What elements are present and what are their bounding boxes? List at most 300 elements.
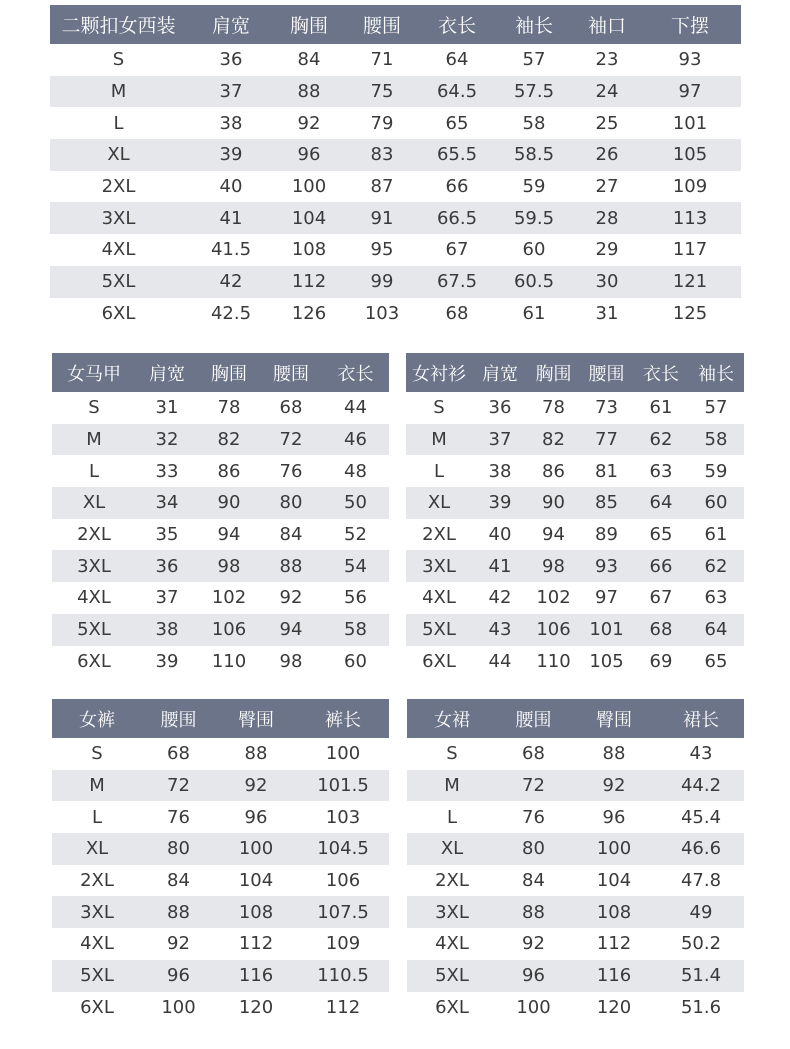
table-row	[52, 392, 389, 424]
measurement-cell: 94	[260, 614, 322, 646]
size-label-cell: 5XL	[406, 614, 472, 646]
measurement-cell: 81	[595, 460, 618, 482]
measurement-cell: 88	[244, 743, 268, 765]
measurement-cell: 92	[570, 770, 658, 802]
measurement-cell: 60.5	[493, 266, 575, 298]
measurement-cell: 72	[142, 770, 215, 802]
measurement-cell: 103	[364, 302, 400, 324]
table-title-cell: 二颗扣女西装	[50, 5, 187, 44]
size-label-cell: 5XL	[407, 960, 497, 992]
measurement-cell: 66	[634, 550, 688, 582]
column-header: 衣长	[322, 353, 389, 392]
measurement-cell: 102	[211, 587, 247, 609]
measurement-cell: 68	[445, 302, 469, 324]
table-body	[406, 392, 744, 677]
size-label-cell: L	[113, 112, 124, 134]
table-row	[406, 487, 744, 519]
measurement-cell: 109	[325, 933, 361, 955]
measurement-cell: 23	[595, 49, 619, 71]
measurement-cell: 126	[291, 302, 327, 324]
measurement-cell: 37	[472, 424, 528, 456]
size-label-cell: 2XL	[80, 870, 114, 892]
measurement-cell: 58	[522, 112, 546, 134]
size-label-cell: L	[446, 806, 458, 828]
measurement-cell: 96	[602, 806, 626, 828]
measurement-cell: 62	[634, 424, 688, 456]
measurement-cell: 120	[596, 996, 632, 1018]
size-label-cell: M	[52, 770, 142, 802]
column-header: 腰围	[343, 5, 421, 44]
measurement-cell: 94	[217, 524, 241, 546]
size-label-cell: M	[50, 76, 187, 108]
measurement-cell: 62	[688, 550, 744, 582]
measurement-cell: 68	[634, 614, 688, 646]
measurement-cell: 65	[704, 650, 728, 672]
measurement-cell: 37	[155, 587, 179, 609]
measurement-cell: 50.2	[680, 933, 722, 955]
measurement-cell: 60	[688, 487, 744, 519]
measurement-cell: 110	[211, 650, 247, 672]
measurement-cell: 89	[595, 524, 618, 546]
table-row	[407, 896, 744, 928]
size-label-cell: 5XL	[50, 266, 187, 298]
pants-size-table	[52, 699, 389, 1023]
measurement-cell: 35	[155, 524, 179, 546]
measurement-cell: 99	[343, 266, 421, 298]
measurement-cell: 32	[136, 424, 198, 456]
measurement-cell: 42	[488, 587, 512, 609]
size-label-cell: 4XL	[101, 239, 136, 261]
measurement-cell: 112	[325, 996, 361, 1018]
size-label-cell: 3XL	[407, 896, 497, 928]
measurement-cell: 30	[575, 266, 639, 298]
measurement-cell: 36	[136, 550, 198, 582]
measurement-cell: 43	[689, 743, 713, 765]
measurement-cell: 58.5	[493, 139, 575, 171]
measurement-cell: 96	[142, 960, 215, 992]
measurement-cell: 34	[136, 487, 198, 519]
measurement-cell: 104	[596, 870, 632, 892]
measurement-cell: 90	[198, 487, 260, 519]
measurement-cell: 68	[167, 743, 190, 765]
measurement-cell: 24	[575, 76, 639, 108]
measurement-cell: 47.8	[680, 870, 722, 892]
measurement-cell: 88	[602, 743, 626, 765]
measurement-cell: 106	[198, 614, 260, 646]
table-row	[52, 770, 389, 802]
table-title-cell: 女衬衫	[406, 353, 472, 392]
measurement-cell: 109	[672, 176, 708, 198]
measurement-cell: 103	[325, 806, 361, 828]
measurement-cell: 52	[344, 524, 367, 546]
measurement-cell: 92	[522, 933, 545, 955]
measurement-cell: 104.5	[297, 833, 389, 865]
measurement-cell: 65	[445, 112, 469, 134]
measurement-cell: 82	[198, 424, 260, 456]
measurement-cell: 80	[497, 833, 570, 865]
size-label-cell: S	[88, 397, 100, 419]
table-row	[50, 266, 741, 298]
column-header: 腰围	[142, 699, 215, 738]
column-header: 胸围	[275, 5, 343, 44]
size-label-cell: L	[91, 806, 103, 828]
measurement-cell: 125	[672, 302, 708, 324]
table-row	[50, 234, 741, 266]
column-header: 胸围	[198, 353, 260, 392]
measurement-cell: 106	[528, 614, 579, 646]
measurement-cell: 57	[522, 49, 546, 71]
column-header: 胸围	[528, 353, 579, 392]
table-row	[52, 833, 389, 865]
header-row	[50, 5, 741, 44]
table-row	[52, 646, 389, 678]
table-row	[52, 455, 389, 487]
table-body	[52, 392, 389, 677]
measurement-cell: 84	[167, 870, 190, 892]
shirt-size-table	[406, 353, 744, 677]
measurement-cell: 117	[672, 239, 708, 261]
measurement-cell: 41	[187, 202, 275, 234]
measurement-cell: 27	[595, 176, 619, 198]
size-label-cell: 5XL	[52, 614, 136, 646]
measurement-cell: 44	[488, 650, 512, 672]
measurement-cell: 40	[488, 524, 512, 546]
measurement-cell: 25	[595, 112, 619, 134]
measurement-cell: 100	[215, 833, 297, 865]
measurement-cell: 104	[238, 870, 274, 892]
size-label-cell: L	[88, 460, 100, 482]
measurement-cell: 48	[344, 460, 367, 482]
measurement-cell: 80	[142, 833, 215, 865]
size-label-cell: 4XL	[435, 933, 469, 955]
size-label-cell: 6XL	[422, 650, 456, 672]
table-row	[50, 107, 741, 139]
table-row	[50, 139, 741, 171]
table-row	[406, 392, 744, 424]
table-row	[406, 646, 744, 678]
measurement-cell: 105	[639, 139, 741, 171]
measurement-cell: 101.5	[297, 770, 389, 802]
measurement-cell: 97	[639, 76, 741, 108]
table-row	[406, 424, 744, 456]
measurement-cell: 39	[155, 650, 179, 672]
measurement-cell: 78	[542, 397, 565, 419]
size-label-cell: 3XL	[406, 550, 472, 582]
size-label-cell: S	[91, 743, 103, 765]
table-row	[407, 960, 744, 992]
measurement-cell: 39	[472, 487, 528, 519]
column-header: 衣长	[634, 353, 688, 392]
measurement-cell: 85	[579, 487, 634, 519]
measurement-cell: 38	[488, 460, 512, 482]
measurement-cell: 64	[445, 49, 469, 71]
table-row	[52, 896, 389, 928]
column-header: 裙长	[658, 699, 744, 738]
measurement-cell: 93	[678, 49, 702, 71]
table-title-cell: 女马甲	[52, 353, 136, 392]
size-label-cell: 4XL	[422, 587, 456, 609]
measurement-cell: 98	[279, 650, 303, 672]
table-row	[52, 960, 389, 992]
measurement-cell: 105	[589, 650, 624, 672]
size-label-cell: 6XL	[80, 996, 114, 1018]
measurement-cell: 86	[542, 460, 565, 482]
measurement-cell: 80	[260, 487, 322, 519]
header-row	[52, 699, 389, 738]
measurement-cell: 120	[238, 996, 274, 1018]
measurement-cell: 83	[343, 139, 421, 171]
measurement-cell: 65	[649, 524, 673, 546]
measurement-cell: 33	[155, 460, 179, 482]
table-row	[52, 487, 389, 519]
measurement-cell: 64.5	[421, 76, 493, 108]
size-label-cell: 6XL	[435, 996, 469, 1018]
table-header	[52, 699, 389, 738]
measurement-cell: 98	[198, 550, 260, 582]
table-title-cell: 女裤	[52, 699, 142, 738]
measurement-cell: 92	[215, 770, 297, 802]
measurement-cell: 57.5	[493, 76, 575, 108]
measurement-cell: 36	[219, 49, 243, 71]
table-row	[407, 801, 744, 833]
column-header: 肩宽	[136, 353, 198, 392]
table-row	[52, 992, 389, 1024]
measurement-cell: 61	[704, 524, 728, 546]
measurement-cell: 92	[279, 587, 303, 609]
measurement-cell: 38	[219, 112, 243, 134]
measurement-cell: 49	[658, 896, 744, 928]
column-header: 袖口	[575, 5, 639, 44]
measurement-cell: 60	[522, 239, 546, 261]
table-row	[407, 865, 744, 897]
table-body	[50, 44, 741, 329]
measurement-cell: 73	[595, 397, 618, 419]
size-label-cell: L	[433, 460, 445, 482]
measurement-cell: 68	[279, 397, 303, 419]
measurement-cell: 58	[322, 614, 389, 646]
measurement-cell: 42	[187, 266, 275, 298]
measurement-cell: 64	[688, 614, 744, 646]
table-row	[52, 550, 389, 582]
measurement-cell: 72	[497, 770, 570, 802]
measurement-cell: 84	[279, 524, 303, 546]
table-title-cell: 女裙	[407, 699, 497, 738]
column-header: 下摆	[639, 5, 741, 44]
measurement-cell: 78	[217, 397, 241, 419]
table-row	[52, 519, 389, 551]
measurement-cell: 90	[528, 487, 579, 519]
measurement-cell: 108	[291, 239, 327, 261]
measurement-cell: 84	[297, 49, 321, 71]
column-header: 袖长	[688, 353, 744, 392]
measurement-cell: 29	[595, 239, 619, 261]
measurement-cell: 31	[155, 397, 179, 419]
measurement-cell: 100	[516, 996, 551, 1018]
table-header	[406, 353, 744, 392]
size-label-cell: XL	[52, 833, 142, 865]
measurement-cell: 92	[297, 112, 321, 134]
measurement-cell: 60	[344, 650, 367, 672]
measurement-cell: 39	[187, 139, 275, 171]
table-row	[50, 44, 741, 76]
measurement-cell: 104	[275, 202, 343, 234]
measurement-cell: 110	[536, 650, 571, 672]
measurement-cell: 66.5	[421, 202, 493, 234]
column-header: 臀围	[570, 699, 658, 738]
measurement-cell: 68	[522, 743, 545, 765]
measurement-cell: 45.4	[680, 806, 722, 828]
measurement-cell: 59	[704, 460, 728, 482]
measurement-cell: 96	[275, 139, 343, 171]
measurement-cell: 57	[704, 397, 728, 419]
table-row	[406, 519, 744, 551]
measurement-cell: 92	[167, 933, 190, 955]
measurement-cell: 97	[595, 587, 618, 609]
column-header: 衣长	[421, 5, 493, 44]
measurement-cell: 76	[279, 460, 303, 482]
table-row	[52, 865, 389, 897]
measurement-cell: 88	[260, 550, 322, 582]
measurement-cell: 100	[291, 176, 327, 198]
measurement-cell: 101	[579, 614, 634, 646]
size-label-cell: 4XL	[77, 587, 111, 609]
size-label-cell: S	[446, 743, 458, 765]
measurement-cell: 71	[370, 49, 394, 71]
measurement-cell: 76	[167, 806, 190, 828]
size-label-cell: XL	[407, 833, 497, 865]
table-row	[50, 202, 741, 234]
size-label-cell: 3XL	[50, 202, 187, 234]
header-row	[52, 353, 389, 392]
table-row	[50, 171, 741, 203]
measurement-cell: 61	[649, 397, 673, 419]
table-row	[406, 614, 744, 646]
measurement-cell: 36	[488, 397, 512, 419]
table-row	[50, 298, 741, 330]
measurement-cell: 67	[649, 587, 673, 609]
column-header: 腰围	[579, 353, 634, 392]
measurement-cell: 59.5	[493, 202, 575, 234]
table-row	[406, 550, 744, 582]
size-label-cell: 2XL	[101, 176, 136, 198]
measurement-cell: 26	[575, 139, 639, 171]
measurement-cell: 113	[639, 202, 741, 234]
measurement-cell: 77	[579, 424, 634, 456]
measurement-cell: 28	[575, 202, 639, 234]
measurement-cell: 59	[522, 176, 546, 198]
measurement-cell: 93	[579, 550, 634, 582]
column-header: 腰围	[260, 353, 322, 392]
table-row	[52, 582, 389, 614]
measurement-cell: 66	[445, 176, 469, 198]
measurement-cell: 87	[370, 176, 394, 198]
size-label-cell: 3XL	[52, 550, 136, 582]
measurement-cell: 69	[649, 650, 673, 672]
measurement-cell: 41	[472, 550, 528, 582]
size-label-cell: 4XL	[80, 933, 114, 955]
measurement-cell: 96	[244, 806, 268, 828]
skirt-size-table	[407, 699, 744, 1023]
measurement-cell: 46.6	[658, 833, 744, 865]
measurement-cell: 116	[570, 960, 658, 992]
measurement-cell: 41.5	[210, 239, 252, 261]
table-row	[407, 833, 744, 865]
table-row	[407, 928, 744, 960]
size-label-cell: 2XL	[77, 524, 111, 546]
measurement-cell: 100	[161, 996, 196, 1018]
measurement-cell: 116	[215, 960, 297, 992]
measurement-cell: 31	[595, 302, 619, 324]
measurement-cell: 51.6	[680, 996, 722, 1018]
table-row	[52, 614, 389, 646]
measurement-cell: 44.2	[658, 770, 744, 802]
size-label-cell: 3XL	[52, 896, 142, 928]
table-row	[50, 76, 741, 108]
size-label-cell: 6XL	[77, 650, 111, 672]
measurement-cell: 79	[370, 112, 394, 134]
table-row	[52, 801, 389, 833]
table-row	[407, 738, 744, 770]
measurement-cell: 84	[522, 870, 545, 892]
measurement-cell: 82	[528, 424, 579, 456]
table-body	[52, 738, 389, 1023]
measurement-cell: 88	[275, 76, 343, 108]
measurement-cell: 56	[344, 587, 367, 609]
measurement-cell: 108	[215, 896, 297, 928]
measurement-cell: 102	[536, 587, 571, 609]
measurement-cell: 108	[570, 896, 658, 928]
table-row	[407, 992, 744, 1024]
size-label-cell: M	[407, 770, 497, 802]
header-row	[406, 353, 744, 392]
measurement-cell: 100	[570, 833, 658, 865]
table-header	[50, 5, 741, 44]
measurement-cell: 61	[522, 302, 546, 324]
measurement-cell: 121	[639, 266, 741, 298]
measurement-cell: 106	[325, 870, 361, 892]
measurement-cell: 54	[322, 550, 389, 582]
measurement-cell: 98	[528, 550, 579, 582]
measurement-cell: 101	[672, 112, 708, 134]
measurement-cell: 107.5	[297, 896, 389, 928]
measurement-cell: 75	[343, 76, 421, 108]
vest-size-table	[52, 353, 389, 677]
measurement-cell: 88	[497, 896, 570, 928]
size-label-cell: 2XL	[422, 524, 456, 546]
measurement-cell: 40	[219, 176, 243, 198]
column-header: 肩宽	[472, 353, 528, 392]
measurement-cell: 112	[238, 933, 274, 955]
size-label-cell: 6XL	[101, 302, 136, 324]
measurement-cell: 65.5	[421, 139, 493, 171]
measurement-cell: 58	[688, 424, 744, 456]
table-body	[407, 738, 744, 1023]
table-header	[52, 353, 389, 392]
measurement-cell: 112	[596, 933, 632, 955]
table-row	[406, 582, 744, 614]
column-header: 裤长	[297, 699, 389, 738]
size-label-cell: 5XL	[52, 960, 142, 992]
size-label-cell: S	[433, 397, 445, 419]
measurement-cell: 110.5	[297, 960, 389, 992]
table-row	[52, 424, 389, 456]
suit-size-table	[50, 5, 741, 329]
size-label-cell: M	[406, 424, 472, 456]
table-row	[407, 770, 744, 802]
measurement-cell: 63	[649, 460, 673, 482]
measurement-cell: 37	[187, 76, 275, 108]
measurement-cell: 44	[344, 397, 367, 419]
